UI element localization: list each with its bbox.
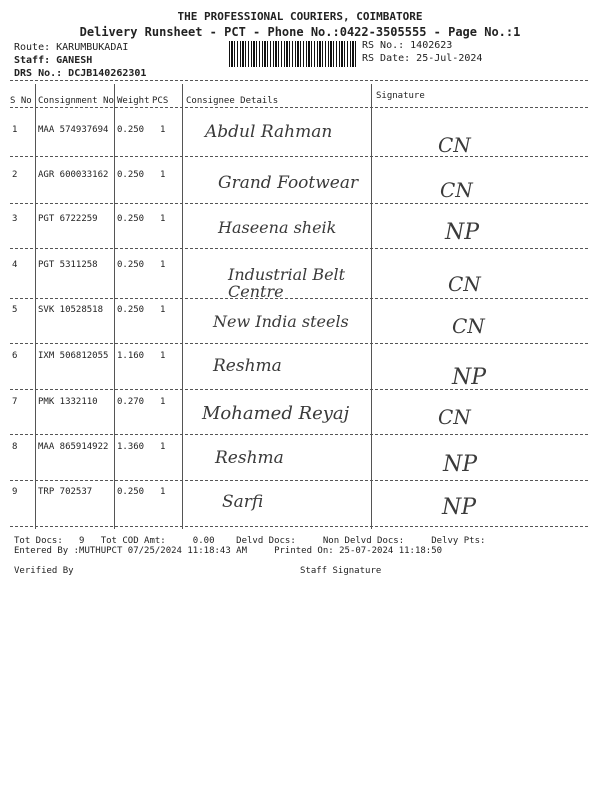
row-pcs: 1 xyxy=(160,125,166,135)
staff-label: Staff: GANESH xyxy=(14,55,93,66)
row-divider xyxy=(10,434,588,435)
row-sno: 2 xyxy=(12,170,18,180)
row-pcs: 1 xyxy=(160,487,166,497)
row-consignment: PMK 1332110 xyxy=(38,397,98,407)
row-consignment: PGT 5311258 xyxy=(38,260,98,270)
row-divider xyxy=(10,156,588,157)
row-sno: 1 xyxy=(12,125,18,135)
row-consignment: SVK 10528518 xyxy=(38,305,104,315)
col-header-sno: S No xyxy=(10,96,32,106)
row-divider xyxy=(10,298,588,299)
row-consignment: PGT 6722259 xyxy=(38,214,98,224)
row-divider xyxy=(10,248,588,249)
row-weight: 1.360 xyxy=(117,442,145,452)
row-weight: 1.160 xyxy=(117,351,145,361)
company-title: THE PROFESSIONAL COURIERS, COIMBATORE xyxy=(177,10,423,23)
row-consignee-handwriting: Grand Footwear xyxy=(218,173,359,193)
row-consignment: IXM 506812055 xyxy=(38,351,109,361)
row-status-mark: CN xyxy=(440,178,473,202)
row-consignee-handwriting: New India steels xyxy=(213,312,349,331)
row-status-mark: CN xyxy=(438,405,471,429)
row-status-mark: CN xyxy=(452,314,485,338)
row-status-mark: CN xyxy=(448,272,481,296)
row-pcs: 1 xyxy=(160,214,166,224)
row-consignee-handwriting: Reshma xyxy=(213,356,282,376)
row-weight: 0.250 xyxy=(117,170,145,180)
rs-number: RS No.: 1402623 xyxy=(362,40,453,51)
row-weight: 0.250 xyxy=(117,305,145,315)
row-consignment: MAA 574937694 xyxy=(38,125,109,135)
row-consignee-handwriting: Mohamed Reyaj xyxy=(202,403,350,424)
column-rule xyxy=(35,84,36,529)
row-sno: 4 xyxy=(12,260,18,270)
col-header-consignee: Consignee Details xyxy=(186,96,279,106)
row-consignment: AGR 600033162 xyxy=(38,170,109,180)
row-status-mark: NP xyxy=(452,365,487,390)
drs-number: DRS No.: DCJB140262301 xyxy=(14,68,147,79)
row-consignment: MAA 865914922 xyxy=(38,442,109,452)
row-sno: 3 xyxy=(12,214,18,224)
row-pcs: 1 xyxy=(160,305,166,315)
row-weight: 0.250 xyxy=(117,487,145,497)
row-weight: 0.250 xyxy=(117,214,145,224)
runsheet-subtitle: Delivery Runsheet - PCT - Phone No.:0422-3505555 - Page No.:1 xyxy=(79,25,521,39)
row-consignee-handwriting: Industrial Belt Centre xyxy=(228,265,346,301)
column-rule xyxy=(371,84,372,529)
row-status-mark: NP xyxy=(442,495,477,520)
rs-date: RS Date: 25-Jul-2024 xyxy=(362,53,483,64)
verified-by-label: Verified By xyxy=(14,566,74,576)
barcode xyxy=(229,41,357,67)
row-consignee-handwriting: Haseena sheik xyxy=(218,218,337,237)
row-sno: 6 xyxy=(12,351,18,361)
row-sno: 5 xyxy=(12,305,18,315)
row-sno: 7 xyxy=(12,397,18,407)
row-consignee-handwriting: Abdul Rahman xyxy=(205,122,333,142)
entered-by-line: Entered By :MUTHUPCT 07/25/2024 11:18:43 AM Printed On: 25-07-2024 11:18:50 xyxy=(14,546,443,556)
row-status-mark: NP xyxy=(445,220,480,245)
divider xyxy=(10,107,588,108)
row-weight: 0.270 xyxy=(117,397,145,407)
row-status-mark: NP xyxy=(443,452,478,477)
row-pcs: 1 xyxy=(160,260,166,270)
totals-line: Tot Docs: 9 Tot COD Amt: 0.00 Delvd Docs: Non Delvd Docs: Delvy Pts: xyxy=(14,536,486,546)
column-rule xyxy=(114,84,115,529)
row-status-mark: CN xyxy=(438,133,471,157)
column-rule xyxy=(182,84,183,529)
route-label: Route: KARUMBUKADAI xyxy=(14,42,129,53)
col-header-pcs: PCS xyxy=(152,96,169,106)
row-consignee-handwriting: Reshma xyxy=(215,448,284,468)
col-header-consignment: Consignment No xyxy=(38,96,114,106)
row-divider xyxy=(10,526,588,527)
row-weight: 0.250 xyxy=(117,125,145,135)
row-pcs: 1 xyxy=(160,397,166,407)
row-divider xyxy=(10,389,588,390)
row-sno: 8 xyxy=(12,442,18,452)
row-divider xyxy=(10,203,588,204)
col-header-signature: Signature xyxy=(376,91,425,101)
row-sno: 9 xyxy=(12,487,18,497)
row-pcs: 1 xyxy=(160,170,166,180)
row-consignee-handwriting: Sarfi xyxy=(222,492,264,512)
row-divider xyxy=(10,480,588,481)
staff-signature-label: Staff Signature xyxy=(300,566,382,576)
row-pcs: 1 xyxy=(160,442,166,452)
row-consignment: TRP 702537 xyxy=(38,487,93,497)
row-pcs: 1 xyxy=(160,351,166,361)
divider xyxy=(10,80,588,81)
col-header-weight: Weight xyxy=(117,96,150,106)
row-weight: 0.250 xyxy=(117,260,145,270)
row-divider xyxy=(10,343,588,344)
